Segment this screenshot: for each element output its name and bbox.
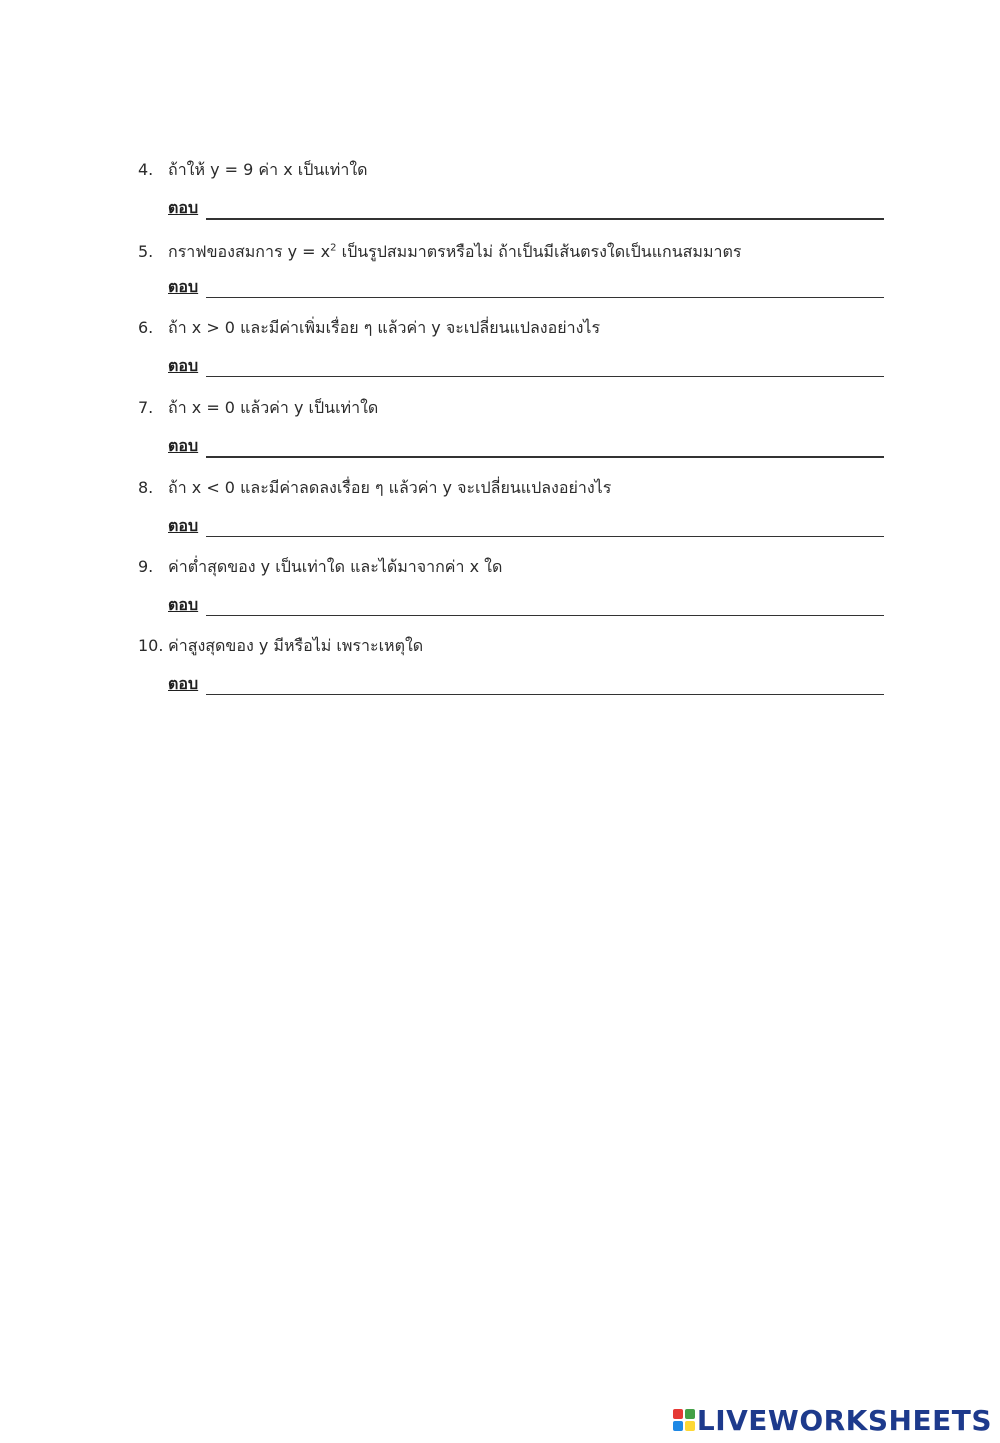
liveworksheets-logo [673, 1403, 992, 1437]
question-text [138, 316, 600, 340]
answer-label: ตอบ [168, 436, 199, 455]
question-text [138, 158, 368, 182]
answer-label: ตอบ [168, 198, 199, 217]
question-prompt: กราฟของสมการ $y = x^2$ เป็นรูปสมมาตรหรือไม่ ถ้าเป็นมีเส้นตรงใดเป็นแกนสมมาตร [168, 242, 742, 262]
answer-label: ตอบ [168, 516, 199, 535]
answer-line[interactable] [206, 376, 884, 377]
answer-label: ตอบ [168, 356, 199, 375]
question-number: 4. [138, 160, 154, 179]
question-text [138, 237, 741, 264]
answer-row[interactable] [168, 672, 884, 698]
answer-line[interactable] [206, 694, 884, 695]
question-prompt: ถ้า x = 0 แล้วค่า y เป็นเท่าใด [168, 398, 379, 417]
question-number: 8. [138, 478, 154, 497]
question-text [138, 396, 378, 420]
answer-line[interactable] [206, 297, 884, 298]
question-number: 6. [138, 318, 154, 337]
question-9 [138, 555, 898, 635]
logo-mark-icon [673, 1409, 695, 1431]
answer-row[interactable] [168, 593, 884, 619]
answer-label: ตอบ [168, 277, 199, 296]
question-prompt: ค่าต่ำสุดของ y เป็นเท่าใด และได้มาจากค่า x ใด [168, 557, 503, 576]
question-prompt: ถ้า x > 0 และมีค่าเพิ่มเรื่อย ๆ แล้วค่า y จะเปลี่ยนแปลงอย่างไร [168, 318, 601, 337]
question-5 [138, 237, 898, 317]
question-8 [138, 476, 898, 556]
answer-row[interactable] [168, 275, 884, 301]
answer-row[interactable] [168, 354, 884, 380]
question-prompt: ถ้า x < 0 และมีค่าลดลงเรื่อย ๆ แล้วค่า y จะเปลี่ยนแปลงอย่างไร [168, 478, 612, 497]
question-number: 10. [138, 636, 164, 655]
question-7 [138, 396, 898, 476]
answer-label: ตอบ [168, 674, 199, 693]
logo-text: LIVEWORKSHEETS [696, 1403, 992, 1437]
question-text [138, 555, 502, 579]
question-6 [138, 316, 898, 396]
question-text [138, 634, 423, 658]
question-number: 7. [138, 398, 154, 417]
question-prompt: ถ้าให้ y = 9 ค่า x เป็นเท่าใด [168, 160, 368, 179]
answer-row[interactable] [168, 514, 884, 540]
answer-line[interactable] [206, 536, 884, 537]
question-number: 9. [138, 557, 154, 576]
exponent: 2 [330, 243, 337, 254]
answer-line[interactable] [206, 456, 884, 458]
question-text [138, 476, 611, 500]
answer-line[interactable] [206, 615, 884, 616]
answer-row[interactable] [168, 196, 884, 222]
question-number: 5. [138, 242, 154, 262]
question-prompt: ค่าสูงสุดของ y มีหรือไม่ เพราะเหตุใด [168, 636, 424, 655]
question-10 [138, 634, 898, 714]
answer-line[interactable] [206, 218, 884, 220]
answer-label: ตอบ [168, 595, 199, 614]
question-4 [138, 158, 898, 238]
answer-row[interactable] [168, 434, 884, 460]
